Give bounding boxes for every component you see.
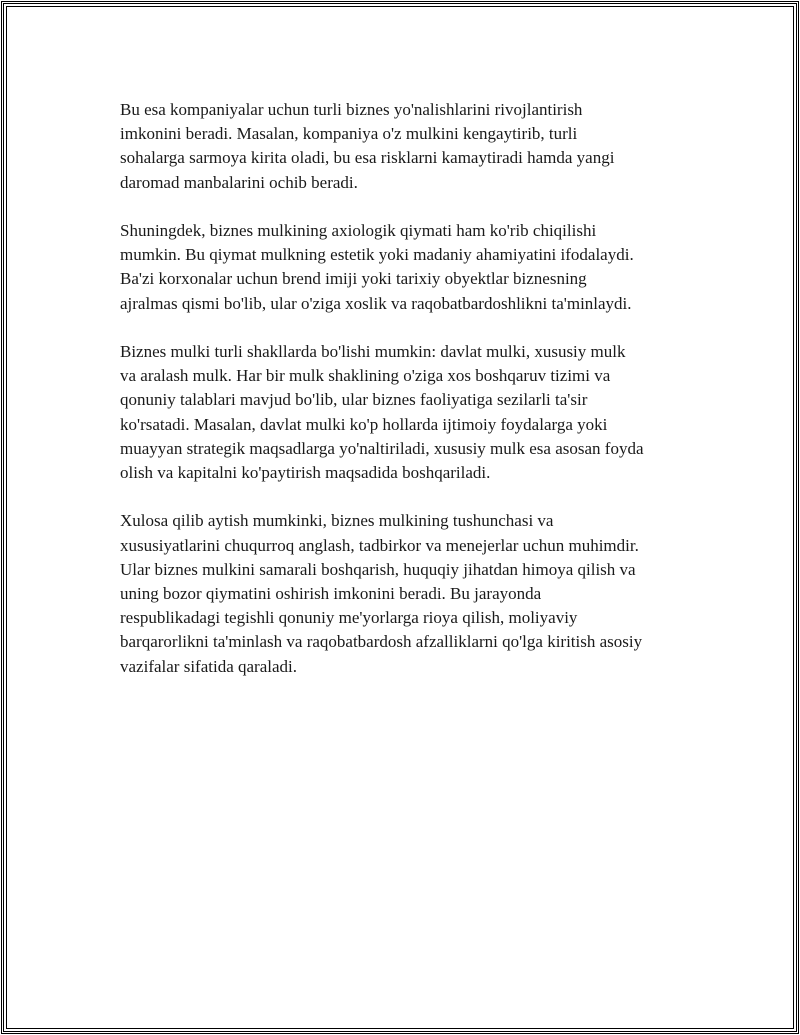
document-body — [120, 98, 692, 703]
paragraph-3: Biznes mulki turli shakllarda bo'lishi mumkin: davlat mulki, xususiy mulk va aralash mulk. Har bir mulk shaklining o'ziga xos boshqaruv tizimi va qonuniy talablari mavjud bo'lib, ular biznes faoliyatiga sezilarli ta'sir ko'rsatadi. Masalan, davlat mulki ko'p hollarda ijtimoiy foydalarga yoki muayyan strategik maqsadlarga yo'naltiriladi, xususiy mulk esa asosan foyda olish va kapitalni ko'paytirish maqsadida boshqariladi. — [120, 342, 644, 483]
paragraph-1: Bu esa kompaniyalar uchun turli biznes yo'nalishlarini rivojlantirish imkonini beradi. Masalan, kompaniya o'z mulkini kengaytirib, turli sohalarga sarmoya kirita oladi, bu esa risklarni kamaytiradi hamda yangi daromad manbalarini ochib beradi. — [120, 100, 615, 192]
paragraph-2: Shuningdek, biznes mulkining axiologik qiymati ham ko'rib chiqilishi mumkin. Bu qiymat mulkning estetik yoki madaniy ahamiyatini ifodalaydi. Ba'zi korxonalar uchun brend imiji yoki tarixiy obyektlar biznesning ajralmas qismi bo'lib, ular o'ziga xoslik va raqobatbardoshlikni ta'minlaydi. — [120, 221, 634, 313]
paragraph-4: Xulosa qilib aytish mumkinki, biznes mulkining tushunchasi va xususiyatlarini chuqurroq anglash, tadbirkor va menejerlar uchun muhimdir. Ular biznes mulkini samarali boshqarish, huquqiy jihatdan himoya qilish va uning bozor qiymatini oshirish imkonini beradi. Bu jarayonda respublikadagi tegishli qonuniy me'yorlarga rioya qilish, moliyaviy barqarorlikni ta'minlash va raqobatbardosh afzalliklarni qo'lga kiritish asosiy vazifalar sifatida qaraladi. — [120, 511, 643, 676]
document-page — [3, 3, 797, 1032]
